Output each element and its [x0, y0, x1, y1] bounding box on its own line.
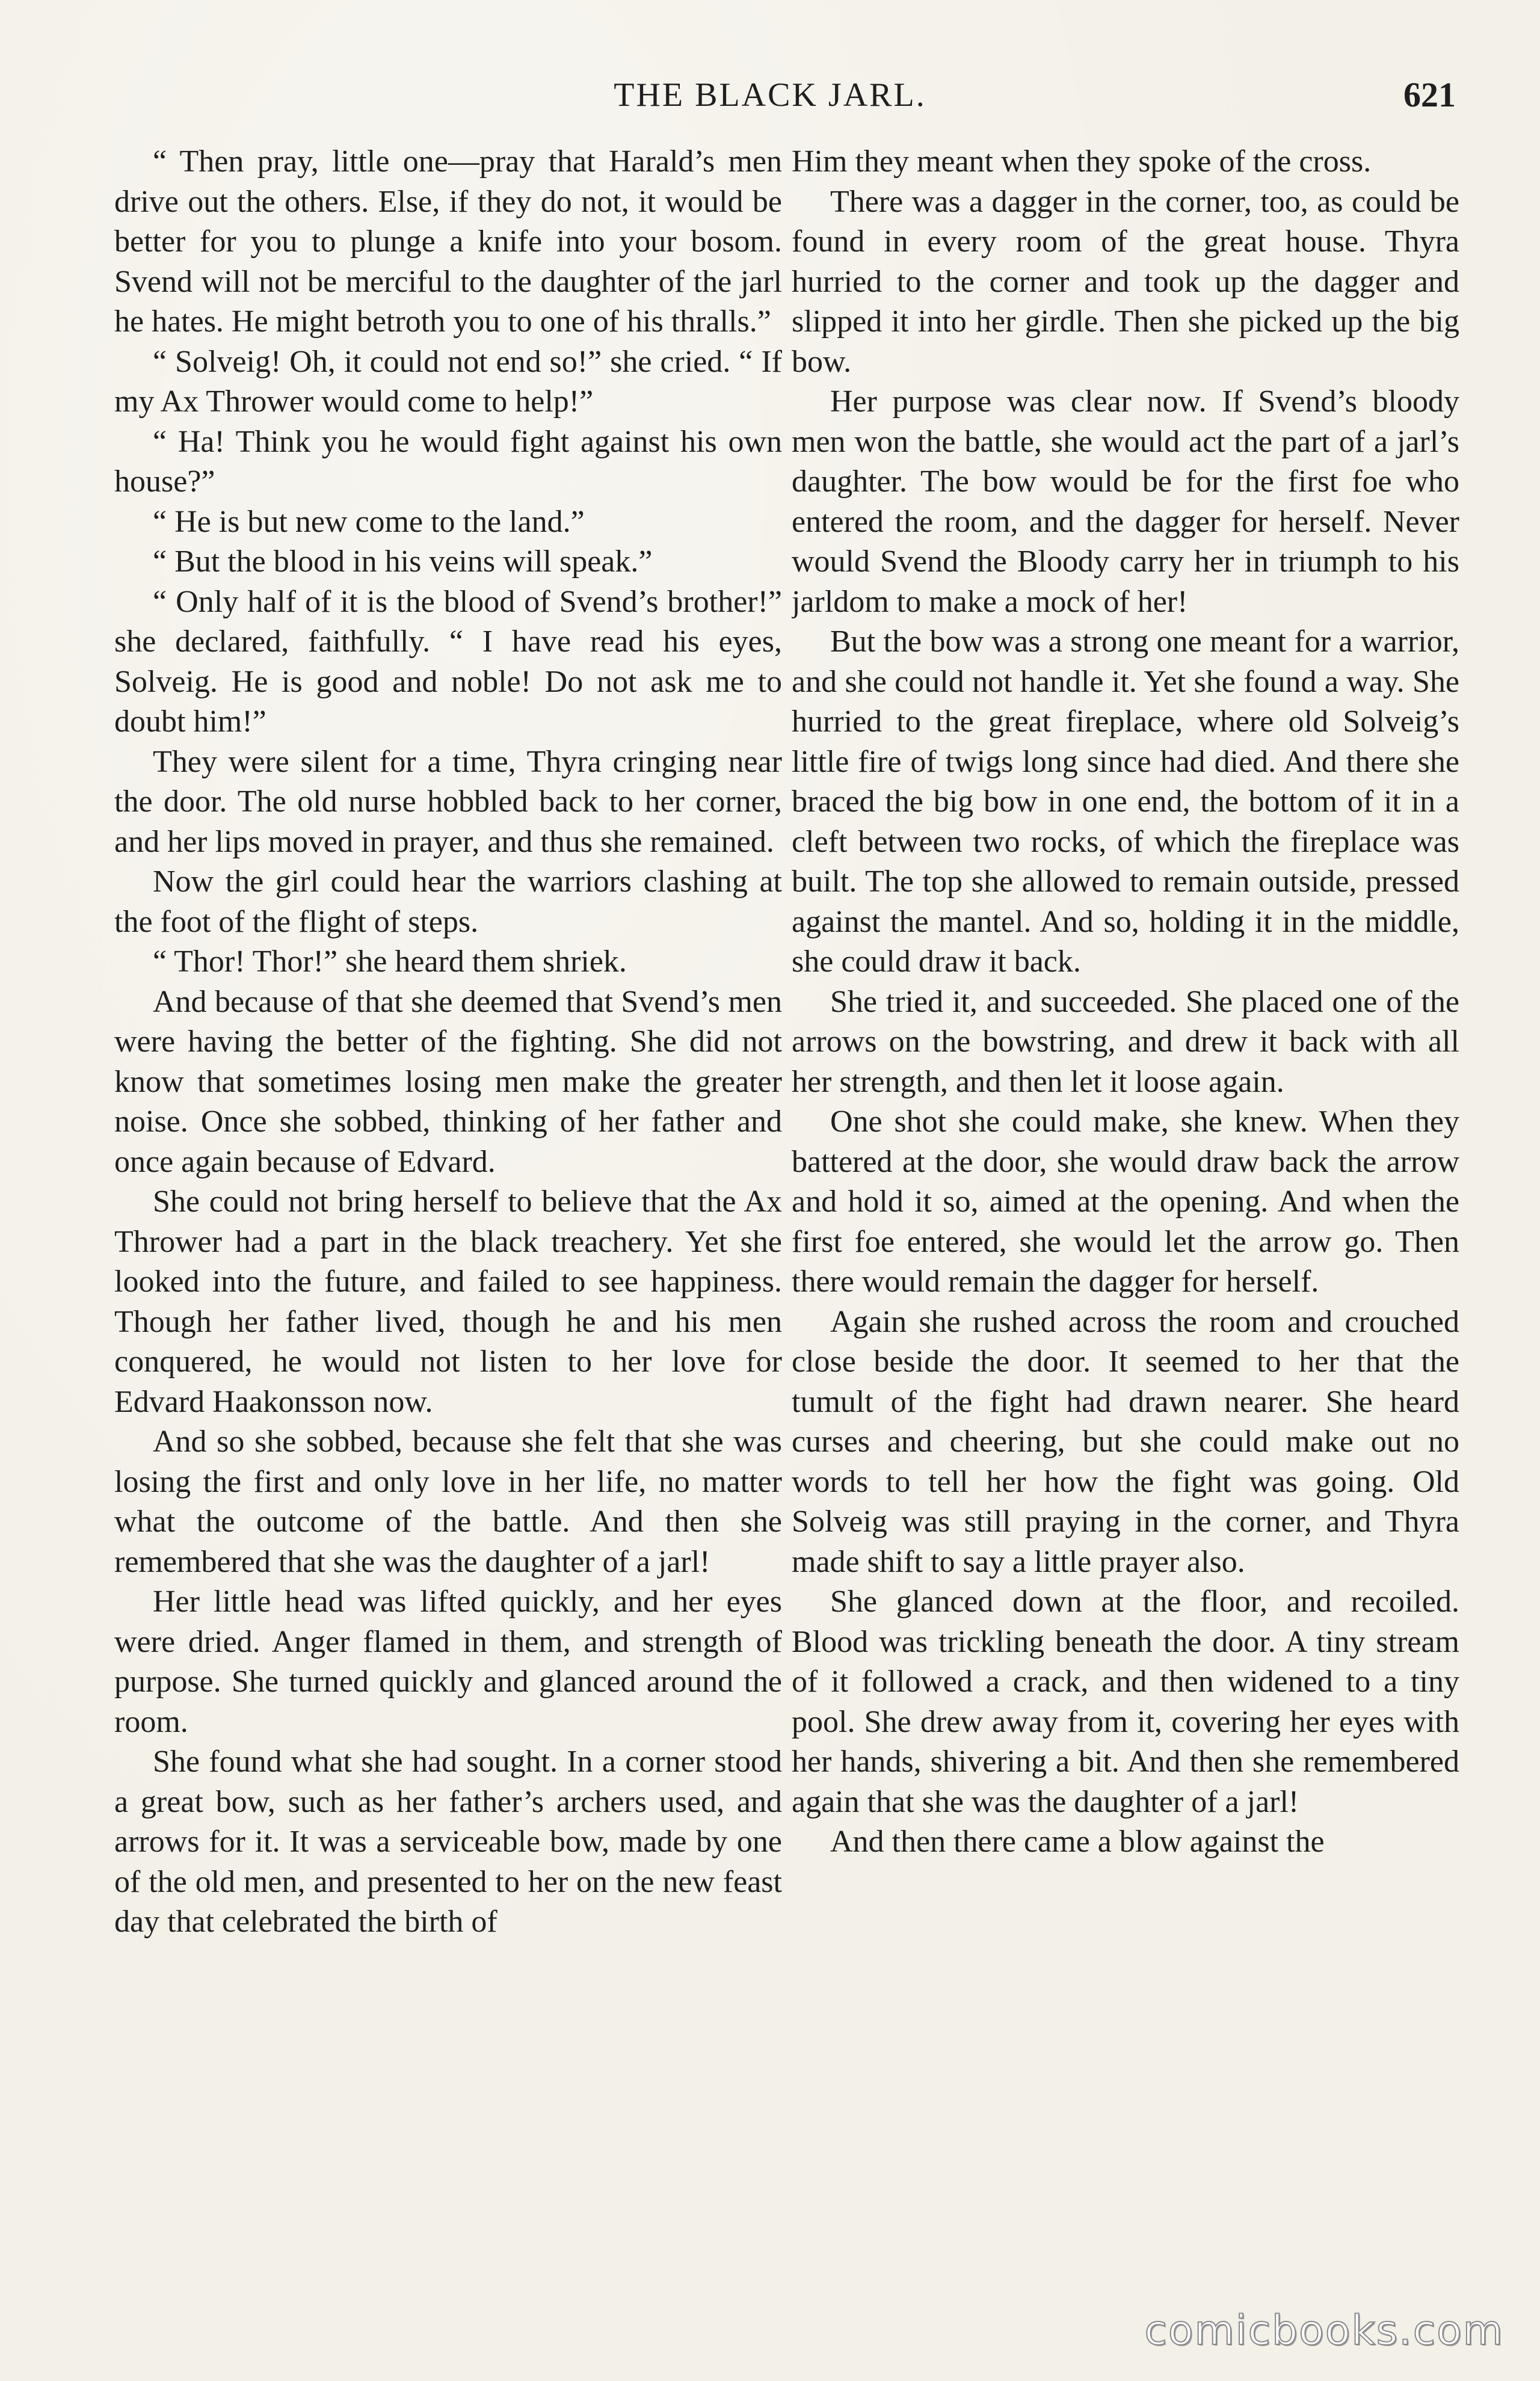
paragraph: One shot she could make, she knew. When they battered at the door, she would draw back the arrow and hold it so, aimed at the opening. And when the first foe entered, she would let the arrow go. Then there would remain the dagger for herself.	[792, 1104, 1459, 1299]
paragraph: Her purpose was clear now. If Svend’s bloody men won the battle, she would act the part of a jarl’s daughter. The bow would be for the first foe who entered the room, and the dagger for herself. Never would Svend the Bloody carry her in triumph to his jarldom to make a mock of her!	[792, 384, 1459, 619]
paragraph: Now the girl could hear the warriors clashing at the foot of the flight of steps.	[114, 864, 782, 939]
paragraph: “ But the blood in his veins will speak.”	[153, 544, 653, 579]
paragraph: There was a dagger in the corner, too, as could be found in every room of the great house. Thyra hurried to the corner and took up the dagger and slipped it into her girdle. Then she picked up the big bow.	[792, 184, 1459, 379]
running-header	[0, 71, 1540, 119]
paragraph: “ Thor! Thor!” she heard them shriek.	[153, 944, 627, 979]
paragraph: She tried it, and succeeded. She placed one of the arrows on the bowstring, and drew it back with all her strength, and then let it loose again.	[792, 984, 1459, 1099]
paragraph: And because of that she deemed that Svend’s men were having the better of the fighting. She did not know that sometimes losing men make the greater noise. Once she sobbed, thinking of her father and once again because of Edvard.	[114, 984, 782, 1179]
page-number: 621	[1403, 75, 1456, 114]
paragraph: Him they meant when they spoke of the cross.	[792, 144, 1372, 179]
site-watermark: comicbooks.com	[1144, 2307, 1504, 2355]
paragraph: Again she rushed across the room and crouched close beside the door. It seemed to her that the tumult of the fight had drawn nearer. She heard curses and cheering, but she could make out no words to tell her how the fight was going. Old Solveig was still praying in the corner, and Thyra made shift to say a little prayer also.	[792, 1304, 1459, 1579]
paragraph: “ Solveig! Oh, it could not end so!” she cried. “ If my Ax Thrower would come to help!”	[114, 344, 782, 419]
paragraph: But the bow was a strong one meant for a warrior, and she could not handle it. Yet she found a way. She hurried to the great fireplace, where old Solveig’s little fire of twigs long since had died. And there she braced the big bow in one end, the bottom of it in a cleft between two rocks, of which the fireplace was built. The top she allowed to remain outside, pressed against the mantel. And so, holding it in the middle, she could draw it back.	[792, 624, 1459, 979]
paragraph: She glanced down at the floor, and recoiled. Blood was trickling beneath the door. A tiny stream of it followed a crack, and then widened to a tiny pool. She drew away from it, covering her eyes with her hands, shivering a bit. And then she remembered again that she was the daughter of a jarl!	[792, 1585, 1459, 1819]
paragraph: She found what she had sought. In a corner stood a great bow, such as her father’s archers used, and arrows for it. It was a serviceable bow, made by one of the old men, and presented to her on the new feast day that celebrated the birth of	[114, 1745, 782, 1939]
paragraph: “ He is but new come to the land.”	[153, 504, 585, 539]
paragraph: She could not bring herself to believe that the Ax Thrower had a part in the black treachery. Yet she looked into the future, and failed to see happiness. Though her father lived, though he and his men conquered, he would not listen to her love for Edvard Haakonsson now.	[114, 1184, 782, 1419]
right-text-column	[792, 142, 1459, 2284]
paragraph: They were silent for a time, Thyra cringing near the door. The old nurse hobbled back to her corner, and her lips moved in prayer, and thus she remained.	[114, 744, 782, 859]
paragraph: Her little head was lifted quickly, and her eyes were dried. Anger flamed in them, and strength of purpose. She turned quickly and glanced around the room.	[114, 1585, 782, 1739]
running-title: THE BLACK JARL.	[614, 76, 926, 114]
left-text-column	[114, 142, 782, 2284]
paragraph: And so she sobbed, because she felt that she was losing the first and only love in her life, no matter what the outcome of the battle. And then she remembered that she was the daughter of a jarl!	[114, 1425, 782, 1579]
paragraph: And then there came a blow against the	[830, 1825, 1325, 1859]
paragraph: “ Ha! Think you he would fight against his own house?”	[114, 424, 782, 499]
paragraph: “ Then pray, little one—pray that Harald’s men drive out the others. Else, if they do not, it would be better for you to plunge a knife into your bosom. Svend will not be merciful to the daughter of the jarl he hates. He might betroth you to one of his thralls.”	[114, 144, 782, 339]
paragraph: “ Only half of it is the blood of Svend’s brother!” she declared, faithfully. “ I have read his eyes, Solveig. He is good and noble! Do not ask me to doubt him!”	[114, 584, 782, 739]
